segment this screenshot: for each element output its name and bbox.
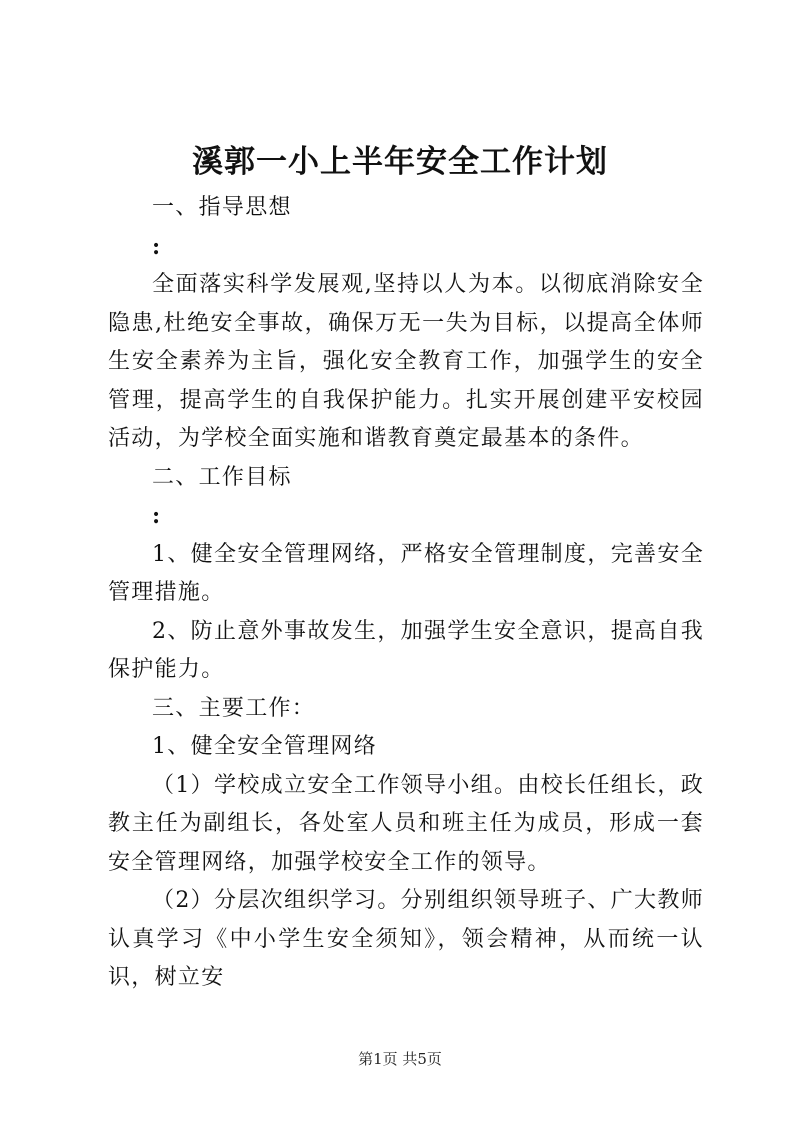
document-body (108, 189, 704, 998)
page-number-label: 第1页 共5页 (358, 1050, 442, 1068)
work-subitem-2: （2）分层次组织学习。分别组织领导班子、广大教师认真学习《中小学生安全须知》，领会精神，从而统一认识，树立安 (108, 888, 704, 990)
work-item-1-heading: 1、健全安全管理网络 (152, 734, 377, 759)
document-title: 溪郭一小上半年安全工作计划 (192, 144, 608, 180)
goal-item-2: 2、防止意外事故发生，加强学生安全意识，提高自我保护能力。 (108, 618, 704, 682)
page-footer (0, 1049, 800, 1069)
section-heading-main-work: 三、主要工作： (152, 695, 316, 721)
colon-line: : (152, 503, 162, 529)
colon-line: : (152, 233, 162, 260)
goal-item-1: 1、健全安全管理网络，严格安全管理制度，完善安全管理措施。 (108, 541, 704, 605)
section-heading-guiding-ideology: 一、指导思想 (152, 195, 292, 220)
paragraph-guiding-ideology: 全面落实科学发展观,坚持以人为本。以彻底消除安全隐患,杜绝安全事故，确保万无一失为目标，以提高全体师生安全素养为主旨，强化安全教育工作，加强学生的安全管理，提高学生的自我保护能力。扎实开展创建平安校园活动，为学校全面实施和谐教育奠定最基本的条件。 (108, 272, 704, 451)
work-subitem-1: （1）学校成立安全工作领导小组。由校长任组长，政教主任为副组长，各处室人员和班主任为成员，形成一套安全管理网络，加强学校安全工作的领导。 (108, 772, 704, 875)
section-heading-work-goals: 二、工作目标 (152, 464, 292, 490)
